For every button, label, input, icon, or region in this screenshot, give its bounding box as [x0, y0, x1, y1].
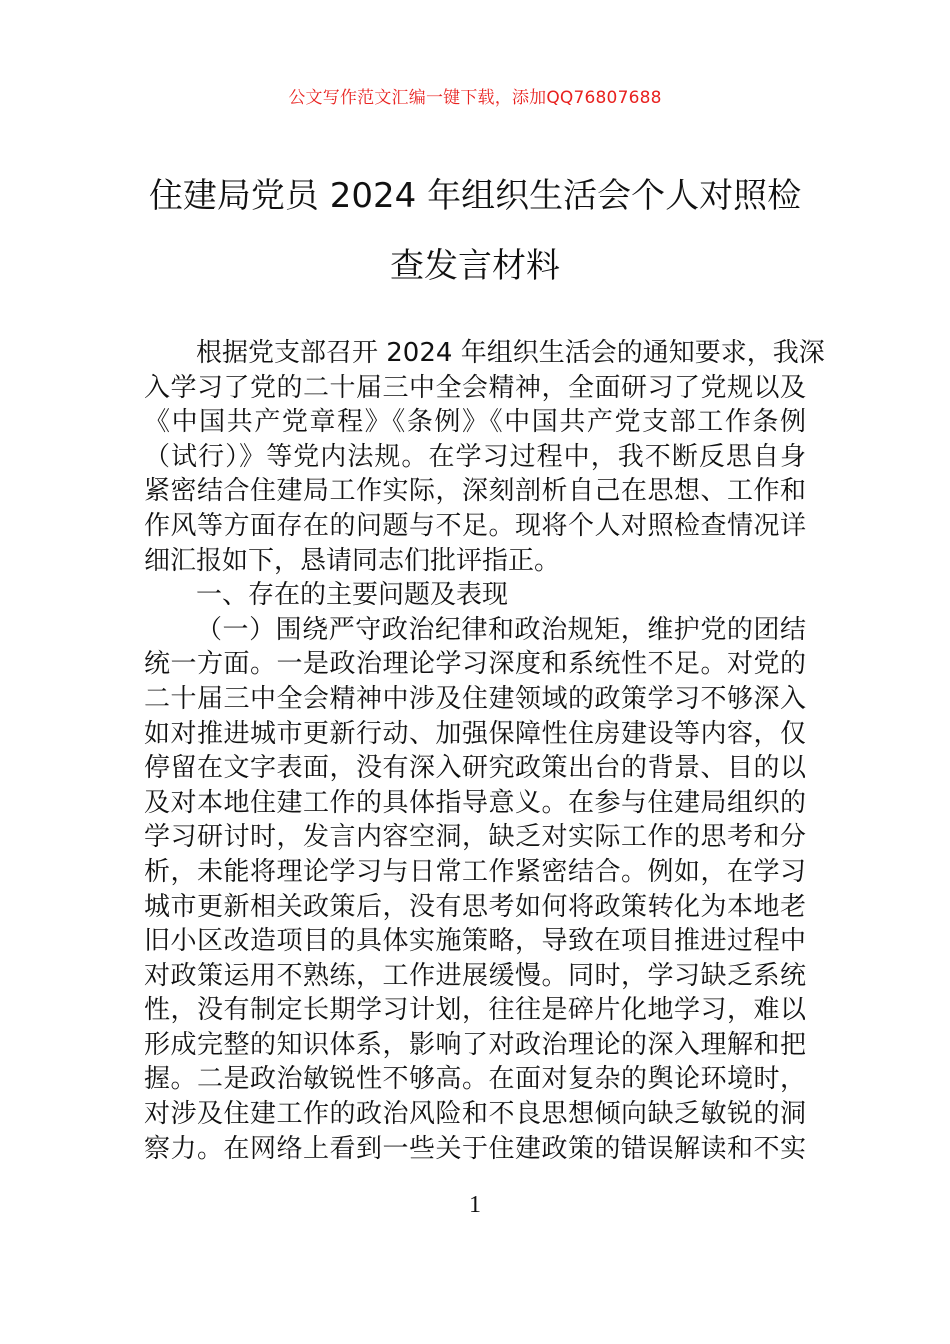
page-number: 1 [469, 1192, 481, 1218]
body-line: 察力。在网络上看到一些关于住建政策的错误解读和不实 [144, 1133, 806, 1164]
body-line: 旧小区改造项目的具体实施策略，导致在项目推进过程中 [144, 926, 806, 957]
body-line: 性，没有制定长期学习计划，往往是碎片化地学习，难以 [144, 995, 806, 1026]
body-line: （试行）》等党内法规。在学习过程中，我不断反思自身 [144, 441, 806, 472]
download-notice: 公文写作范文汇编一键下载，添加QQ76807688 [288, 88, 662, 108]
body-line: 对政策运用不熟练，工作进展缓慢。同时，学习缺乏系统 [144, 960, 806, 991]
body-line: 作风等方面存在的问题与不足。现将个人对照检查情况详 [144, 510, 806, 541]
body-line: 如对推进城市更新行动、加强保障性住房建设等内容，仅 [144, 718, 806, 749]
body-line: 入学习了党的二十届三中全会精神，全面研习了党规以及 [144, 372, 806, 403]
body-line: 析，未能将理论学习与日常工作紧密结合。例如，在学习 [144, 856, 806, 887]
body-line: 《中国共产党章程》《条例》《中国共产党支部工作条例 [144, 407, 806, 438]
body-line: 及对本地住建工作的具体指导意义。在参与住建局组织的 [144, 787, 806, 818]
body-line: 对涉及住建工作的政治风险和不良思想倾向缺乏敏锐的洞 [144, 1099, 806, 1130]
body-line: 形成完整的知识体系，影响了对政治理论的深入理解和把 [144, 1029, 806, 1060]
body-line: 根据党支部召开 2024 年组织生活会的通知要求，我深 [196, 338, 825, 368]
document-title-line-2: 查发言材料 [390, 246, 560, 286]
body-line: 一、存在的主要问题及表现 [196, 580, 509, 611]
document-body [144, 336, 825, 1166]
body-line: 停留在文字表面，没有深入研究政策出台的背景、目的以 [144, 753, 806, 784]
body-line: 城市更新相关政策后，没有思考如何将政策转化为本地老 [144, 891, 806, 922]
body-line: （一）围绕严守政治纪律和政治规矩，维护党的团结 [196, 614, 806, 645]
body-line: 握。二是政治敏锐性不够高。在面对复杂的舆论环境时， [144, 1064, 806, 1095]
document-title-line-1: 住建局党员 2024 年组织生活会个人对照检 [148, 176, 802, 216]
body-line: 紧密结合住建局工作实际，深刻剖析自己在思想、工作和 [144, 476, 806, 507]
body-line: 统一方面。一是政治理论学习深度和系统性不足。对党的 [144, 649, 806, 680]
body-line: 细汇报如下，恳请同志们批评指正。 [144, 545, 561, 576]
body-line: 学习研讨时，发言内容空洞，缺乏对实际工作的思考和分 [144, 822, 806, 853]
body-line: 二十届三中全会精神中涉及住建领域的政策学习不够深入 [144, 683, 806, 714]
